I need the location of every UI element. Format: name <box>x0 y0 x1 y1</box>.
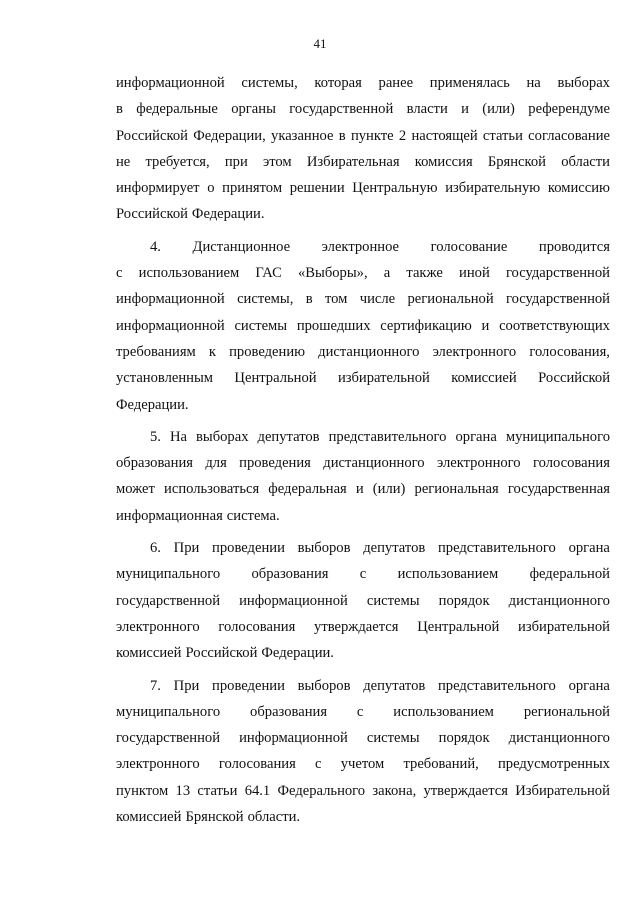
word: депутатов <box>257 428 320 445</box>
word: прошедших <box>296 317 371 334</box>
word: информирует <box>116 180 200 197</box>
word: голосования <box>218 618 296 635</box>
word: региональная <box>414 481 499 498</box>
word: требованиям <box>116 343 196 360</box>
text-line <box>116 260 610 286</box>
text-line <box>116 503 610 529</box>
word: голосования <box>532 455 610 472</box>
word: с <box>359 566 367 583</box>
text-line <box>116 778 610 804</box>
word: области. <box>247 809 301 826</box>
word: которая <box>314 75 362 91</box>
word: согласование <box>528 127 610 144</box>
word: При <box>173 540 200 557</box>
word: ранее <box>378 75 414 91</box>
text-line <box>116 149 610 175</box>
text-line <box>116 123 610 149</box>
word: выборов <box>297 540 351 557</box>
word: избирательной <box>337 370 430 387</box>
word: органы <box>231 101 276 118</box>
word: сертификацию <box>380 317 472 334</box>
word: информационной <box>116 291 225 308</box>
word: «Выборы», <box>297 265 368 282</box>
text-line <box>116 476 610 502</box>
text-line <box>116 424 610 450</box>
word: комиссией <box>116 645 182 662</box>
word: при <box>224 153 248 170</box>
word: 5. <box>150 428 161 445</box>
word: голосование <box>430 238 508 255</box>
text-line <box>116 96 610 122</box>
word: система. <box>226 507 280 524</box>
text-line <box>116 175 610 201</box>
word: с <box>315 756 322 773</box>
word: пункте <box>350 127 394 144</box>
word: электронного <box>432 343 517 360</box>
word: Избирательной <box>515 782 610 799</box>
word: электронного <box>436 455 521 472</box>
word: государственная <box>507 481 610 498</box>
word: к <box>208 343 216 360</box>
word: муниципального <box>116 703 221 720</box>
word: проведения <box>239 455 311 472</box>
word: комиссией <box>451 370 517 387</box>
word: государственной <box>505 265 610 282</box>
word: выборах <box>196 428 249 445</box>
text-line <box>116 450 610 476</box>
word: решении <box>289 180 345 197</box>
word: утверждается <box>423 782 508 799</box>
word: Центральной <box>234 370 317 387</box>
paragraph-p6 <box>116 535 610 666</box>
word: государственной <box>289 101 394 118</box>
word: представительного <box>437 540 556 557</box>
word: электронного <box>116 756 200 773</box>
word: учетом <box>340 756 385 773</box>
word: государственной <box>505 291 610 308</box>
word: голосования, <box>529 343 610 360</box>
word: информационной <box>116 75 225 91</box>
word: принятом <box>222 180 283 197</box>
word: дистанционного <box>508 592 610 609</box>
paragraph-p4 <box>116 234 610 418</box>
word: Федерации, <box>193 127 266 144</box>
word: референдуме <box>528 101 610 118</box>
word: 64.1 <box>244 782 271 799</box>
word: 4. <box>150 238 161 255</box>
word: о <box>207 180 215 197</box>
word: ГАС <box>255 265 282 282</box>
word: требуется, <box>145 153 210 170</box>
word: системы, <box>241 75 298 91</box>
paragraph-p5 <box>116 424 610 529</box>
word: образования <box>116 455 193 472</box>
word: федеральная <box>268 481 347 498</box>
word: Избирательная <box>306 153 400 170</box>
word: не <box>116 153 131 170</box>
word: этом <box>262 153 292 170</box>
word: и <box>355 481 364 498</box>
word: статьи <box>482 127 523 144</box>
document-body <box>116 70 610 830</box>
word: голосования <box>218 756 296 773</box>
word: образования <box>250 703 328 720</box>
text-line <box>116 725 610 751</box>
word: проведении <box>212 677 285 694</box>
word: избирательную <box>445 180 541 197</box>
word: с <box>116 265 123 282</box>
word: дистанционного <box>508 730 610 747</box>
word: указанное <box>271 127 334 144</box>
word: статьи <box>197 782 238 799</box>
word: использованием <box>138 265 240 282</box>
word: (или) <box>372 481 406 498</box>
word: может <box>116 481 155 498</box>
text-line <box>116 392 610 418</box>
word: выборах <box>557 75 610 91</box>
word: предусмотренных <box>497 756 610 773</box>
word: на <box>526 75 541 91</box>
word: для <box>205 455 227 472</box>
word: избирательной <box>518 618 610 635</box>
word: в <box>116 101 123 118</box>
text-line <box>116 201 610 227</box>
word: проведении <box>212 540 285 557</box>
word: и <box>481 317 490 334</box>
word: власти <box>406 101 448 118</box>
word: Дистанционное <box>192 238 291 255</box>
word: и <box>461 101 469 118</box>
word: Федерации. <box>191 206 265 223</box>
text-line <box>116 751 610 777</box>
word: 13 <box>175 782 191 799</box>
word: области <box>561 153 610 170</box>
word: органа <box>568 677 610 694</box>
word: информационной <box>239 730 348 747</box>
text-line <box>116 561 610 587</box>
word: Российской <box>185 645 258 662</box>
word: Брянской <box>185 809 244 826</box>
word: выборов <box>297 677 351 694</box>
text-line <box>116 699 610 725</box>
word: органа <box>455 428 497 445</box>
paragraph-p-cont <box>116 70 610 228</box>
word: проведению <box>229 343 306 360</box>
text-line <box>116 614 610 640</box>
word: 2 <box>398 127 407 144</box>
text-line <box>116 234 610 260</box>
word: с <box>356 703 364 720</box>
word: На <box>169 428 187 445</box>
word: Брянской <box>487 153 546 170</box>
word: электронного <box>116 618 200 635</box>
word: также <box>406 265 443 282</box>
page-number: 41 <box>313 36 327 51</box>
word: дистанционного <box>323 455 425 472</box>
word: Российской <box>116 127 188 144</box>
word: применялась <box>429 75 510 91</box>
word: региональной <box>523 703 610 720</box>
word: порядок <box>438 592 490 609</box>
word: информационной <box>239 592 348 609</box>
word: использоваться <box>164 481 260 498</box>
word: органа <box>568 540 610 557</box>
word: муниципального <box>505 428 610 445</box>
text-line <box>116 365 610 391</box>
word: утверждается <box>314 618 399 635</box>
word: региональной <box>407 291 494 308</box>
word: Центральную <box>352 180 438 197</box>
word: комиссия <box>414 153 473 170</box>
word: При <box>173 677 200 694</box>
text-line <box>116 640 610 666</box>
word: в <box>338 127 346 144</box>
word: системы <box>366 592 420 609</box>
word: депутатов <box>363 540 426 557</box>
word: настоящей <box>411 127 478 144</box>
text-line <box>116 339 610 365</box>
text-line <box>116 588 610 614</box>
word: электронное <box>321 238 400 255</box>
word: системы, <box>237 291 294 308</box>
word: федеральной <box>529 566 610 583</box>
word: образования <box>251 566 329 583</box>
word: числе <box>359 291 396 308</box>
word: 7. <box>150 677 161 694</box>
text-line <box>116 286 610 312</box>
word: представительного <box>437 677 556 694</box>
word: (или) <box>482 101 515 118</box>
word: комиссию <box>547 180 610 197</box>
word: требований, <box>403 756 479 773</box>
word: проводится <box>538 238 610 255</box>
word: порядок <box>438 730 490 747</box>
word: установленным <box>116 370 214 387</box>
word: информационная <box>116 507 223 524</box>
word: использованием <box>397 566 499 583</box>
word: дистанционного <box>318 343 420 360</box>
word: Центральной <box>417 618 500 635</box>
word: в <box>305 291 313 308</box>
word: государственной <box>116 592 221 609</box>
word: 6. <box>150 540 161 557</box>
word: иной <box>459 265 490 282</box>
text-line <box>116 804 610 830</box>
text-line <box>116 313 610 339</box>
word: использованием <box>393 703 494 720</box>
word: представительного <box>328 428 447 445</box>
word: закона, <box>372 782 417 799</box>
word: системы <box>234 317 288 334</box>
word: федеральные <box>136 101 218 118</box>
word: том <box>324 291 348 308</box>
word: Федерации. <box>116 396 189 413</box>
text-line <box>116 535 610 561</box>
word: комиссией <box>116 809 182 826</box>
word: Федерации. <box>261 645 334 662</box>
text-line <box>116 70 610 96</box>
paragraph-p7 <box>116 673 610 831</box>
text-line <box>116 673 610 699</box>
word: Российской <box>116 206 188 223</box>
word: Российской <box>538 370 610 387</box>
word: соответствующих <box>499 317 610 334</box>
word: системы <box>366 730 420 747</box>
word: государственной <box>116 730 221 747</box>
word: Федерального <box>277 782 366 799</box>
word: пунктом <box>116 782 169 799</box>
word: депутатов <box>363 677 426 694</box>
word: муниципального <box>116 566 221 583</box>
word: информационной <box>116 317 225 334</box>
word: а <box>383 265 391 282</box>
